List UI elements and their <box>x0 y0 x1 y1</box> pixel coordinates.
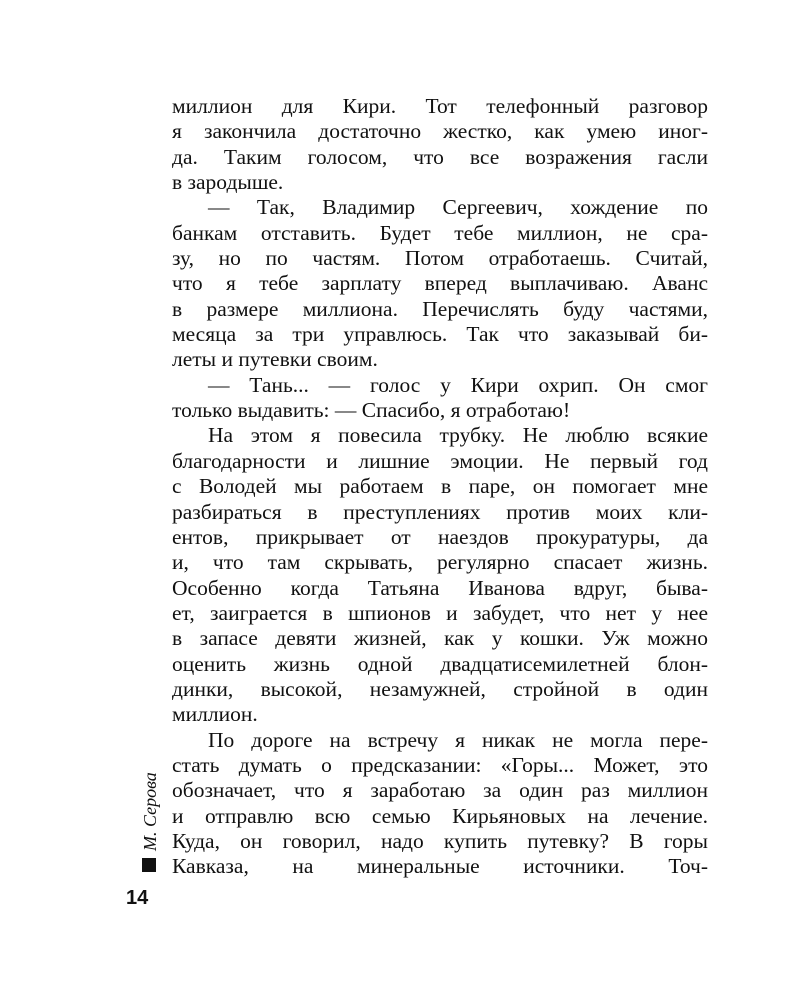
text-line: обозначает, что я заработаю за один раз миллион <box>172 778 708 803</box>
text-line: Куда, он говорил, надо купить путевку? В горы <box>172 828 708 853</box>
text-line: Особенно когда Татьяна Иванова вдруг, быва- <box>172 575 708 600</box>
page-number: 14 <box>126 887 149 909</box>
text-line: и, что там скрывать, регулярно спасает жизнь. <box>172 550 708 575</box>
text-line: леты и путевки своим. <box>172 347 378 372</box>
text-line: ентов, прикрывает от наездов прокуратуры, да <box>172 524 708 549</box>
text-line: миллион для Кири. Тот телефонный разговор <box>172 94 708 118</box>
text-line: По дороге на встречу я никак не могла пере- <box>208 727 708 752</box>
text-line: да. Таким голосом, что все возражения гасли <box>172 144 708 169</box>
text-line: зу, но по частям. Потом отработаешь. Считай, <box>172 246 708 271</box>
text-line: с Володей мы работаем в паре, он помогает мне <box>172 474 708 499</box>
running-head-author: М. Серова <box>140 772 160 851</box>
text-line: — Так, Владимир Сергеевич, хождение по <box>208 195 708 220</box>
text-line: я закончила достаточно жестко, как умею иног- <box>172 119 708 144</box>
text-line: банкам отставить. Будет тебе миллион, не сра- <box>172 220 708 245</box>
text-line: оценить жизнь одной двадцатисемилетней блон- <box>172 651 708 676</box>
text-line: что я тебе зарплату вперед выплачиваю. Аванс <box>172 271 708 296</box>
text-line: в зародыше. <box>172 170 284 195</box>
text-line: ет, заиграется в шпионов и забудет, что нет у нее <box>172 600 708 625</box>
text-line: Кавказа, на минеральные источники. Точ- <box>172 854 708 879</box>
text-line: в запасе девяти жизней, как у кошки. Уж можно <box>172 626 708 651</box>
text-line: стать думать о предсказании: «Горы... Может, это <box>172 752 708 777</box>
text-line: миллион. <box>172 702 258 727</box>
text-line: — Тань... — голос у Кири охрип. Он смог <box>208 372 708 397</box>
text-line: разбираться в преступлениях против моих кли- <box>172 499 708 524</box>
black-square-marker <box>142 858 156 872</box>
text-line: благодарности и лишние эмоции. Не первый год <box>172 448 708 473</box>
page-body-text <box>172 94 708 880</box>
text-line: в размере миллиона. Перечислять буду частями, <box>172 296 708 321</box>
text-line: только выдавить: — Спасибо, я отработаю! <box>172 398 571 423</box>
text-line: На этом я повесила трубку. Не люблю всякие <box>208 423 708 448</box>
text-line: динки, высокой, незамужней, стройной в один <box>172 676 708 701</box>
text-line: и отправлю всю семью Кирьяновых на лечение. <box>172 803 708 828</box>
text-line: месяца за три управлюсь. Так что заказывай би- <box>172 322 708 347</box>
